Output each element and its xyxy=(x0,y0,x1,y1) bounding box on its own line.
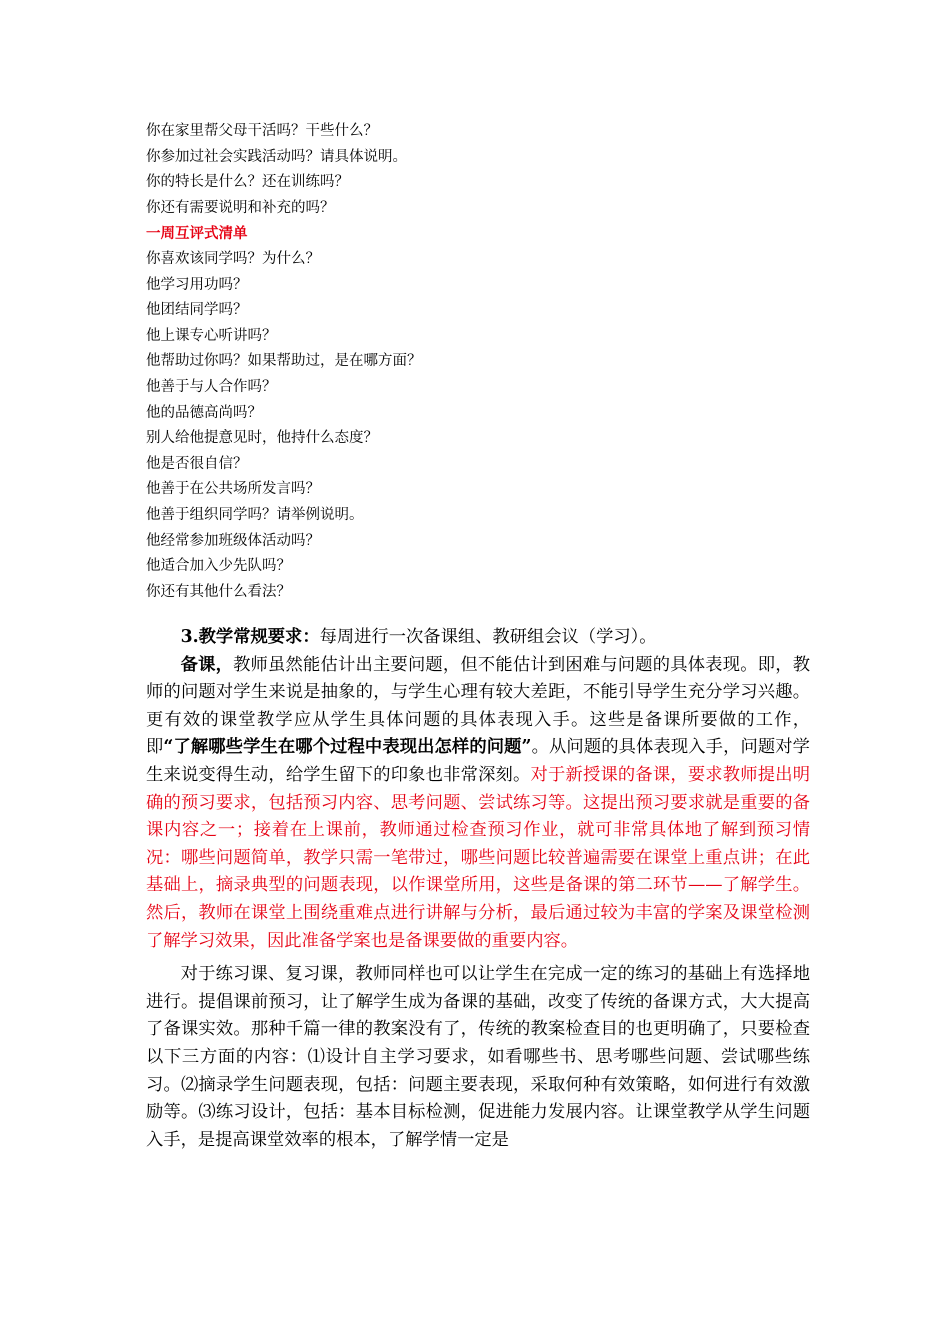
question-item: 你的特长是什么？还在训练吗？ xyxy=(146,174,349,191)
question-item: 他善于组织同学吗？请举例说明。 xyxy=(146,506,364,523)
lesson-prep-text-continued: 。从问题的具体表现入手，问题对学生来说变得生动，给学生留下的印象也非常深刻。 xyxy=(146,737,810,785)
question-item: 他学习用功吗？ xyxy=(146,276,248,293)
lesson-prep-text: 教师虽然能估计出主要问题，但不能估计到困难与问题的具体表现。即，教师的问题对学生来说是抽象的，与学生心理有较大差距，不能引导学生充分学习兴趣。更有效的课堂教学应从学生具体问题的具体表现入手。这些是备课所要做的工作，即 xyxy=(146,654,810,758)
section-3-heading xyxy=(146,624,810,652)
question-item: 他的品德高尚吗？ xyxy=(146,404,262,421)
new-lesson-prep-text: 对于新授课的备课，要求教师提出明确的预习要求，包括预习内容、思考问题、尝试练习等。这提出预习要求就是重要的备课内容之一；接着在上课前，教师通过检查预习作业，就可非常具体地了解到预习情况：哪些问题简单，教学只需一笔带过，哪些问题比较普遍需要在课堂上重点讲；在此基础上，摘录典型的问题表现，以作课堂所用，这些是备课的第二环节——了解学生。然后，教师在课堂上围绕重难点进行讲解与分析，最后通过较为丰富的学案及课堂检测了解学习效果，因此准备学案也是备课要做的重要内容。 xyxy=(146,764,810,951)
question-item: 他善于与人合作吗？ xyxy=(146,378,277,395)
question-item: 他帮助过你吗？如果帮助过，是在哪方面？ xyxy=(146,353,422,370)
practice-lesson-paragraph: 对于练习课、复习课，教师同样也可以让学生在完成一定的练习的基础上有选择地进行。提倡课前预习，让了解学生成为备课的基础，改变了传统的备课方式，大大提高了备课实效。那种千篇一律的教案没有了，传统的教案检查目的也更明确了，只要检查以下三方面的内容：⑴设计自主学习要求，如看哪些书、思考哪些问题、尝试哪些练习。⑵摘录学生问题表现，包括：问题主要表现，采取何种有效策略，如何进行有效激励等。⑶练习设计，包括：基本目标检测，促进能力发展内容。让课堂教学从学生问题入手，是提高课堂效率的根本，了解学情一定是 xyxy=(146,964,810,1150)
question-list xyxy=(146,119,806,605)
question-item: 他是否很自信？ xyxy=(146,455,248,472)
question-item: 你还有其他什么看法？ xyxy=(146,583,291,600)
question-item: 他适合加入少先队吗？ xyxy=(146,558,291,575)
question-item: 你还有需要说明和补充的吗？ xyxy=(146,199,335,216)
question-item: 他善于在公共场所发言吗？ xyxy=(146,481,320,498)
question-item: 你在家里帮父母干活吗？干些什么？ xyxy=(146,123,378,139)
lesson-prep-quote: “了解哪些学生在哪个过程中表现出怎样的问题” xyxy=(163,737,532,758)
body-text xyxy=(146,624,810,1154)
question-item: 他上课专心听讲吗？ xyxy=(146,327,277,344)
peer-review-heading: 一周互评式清单 xyxy=(146,225,248,243)
section-3-title: 3.教学常规要求： xyxy=(180,627,320,647)
question-item: 别人给他提意见时，他持什么态度？ xyxy=(146,430,378,447)
question-item: 他经常参加班级体活动吗？ xyxy=(146,532,320,549)
question-item: 你喜欢该同学吗？为什么？ xyxy=(146,250,320,267)
lesson-prep-lead: 备课， xyxy=(180,654,234,675)
question-item: 他团结同学吗？ xyxy=(146,302,248,319)
section-3-description: 每周进行一次备课组、教研组会议（学习）。 xyxy=(319,627,657,647)
lesson-prep-paragraph xyxy=(146,652,810,956)
question-item: 你参加过社会实践活动吗？请具体说明。 xyxy=(146,148,407,165)
